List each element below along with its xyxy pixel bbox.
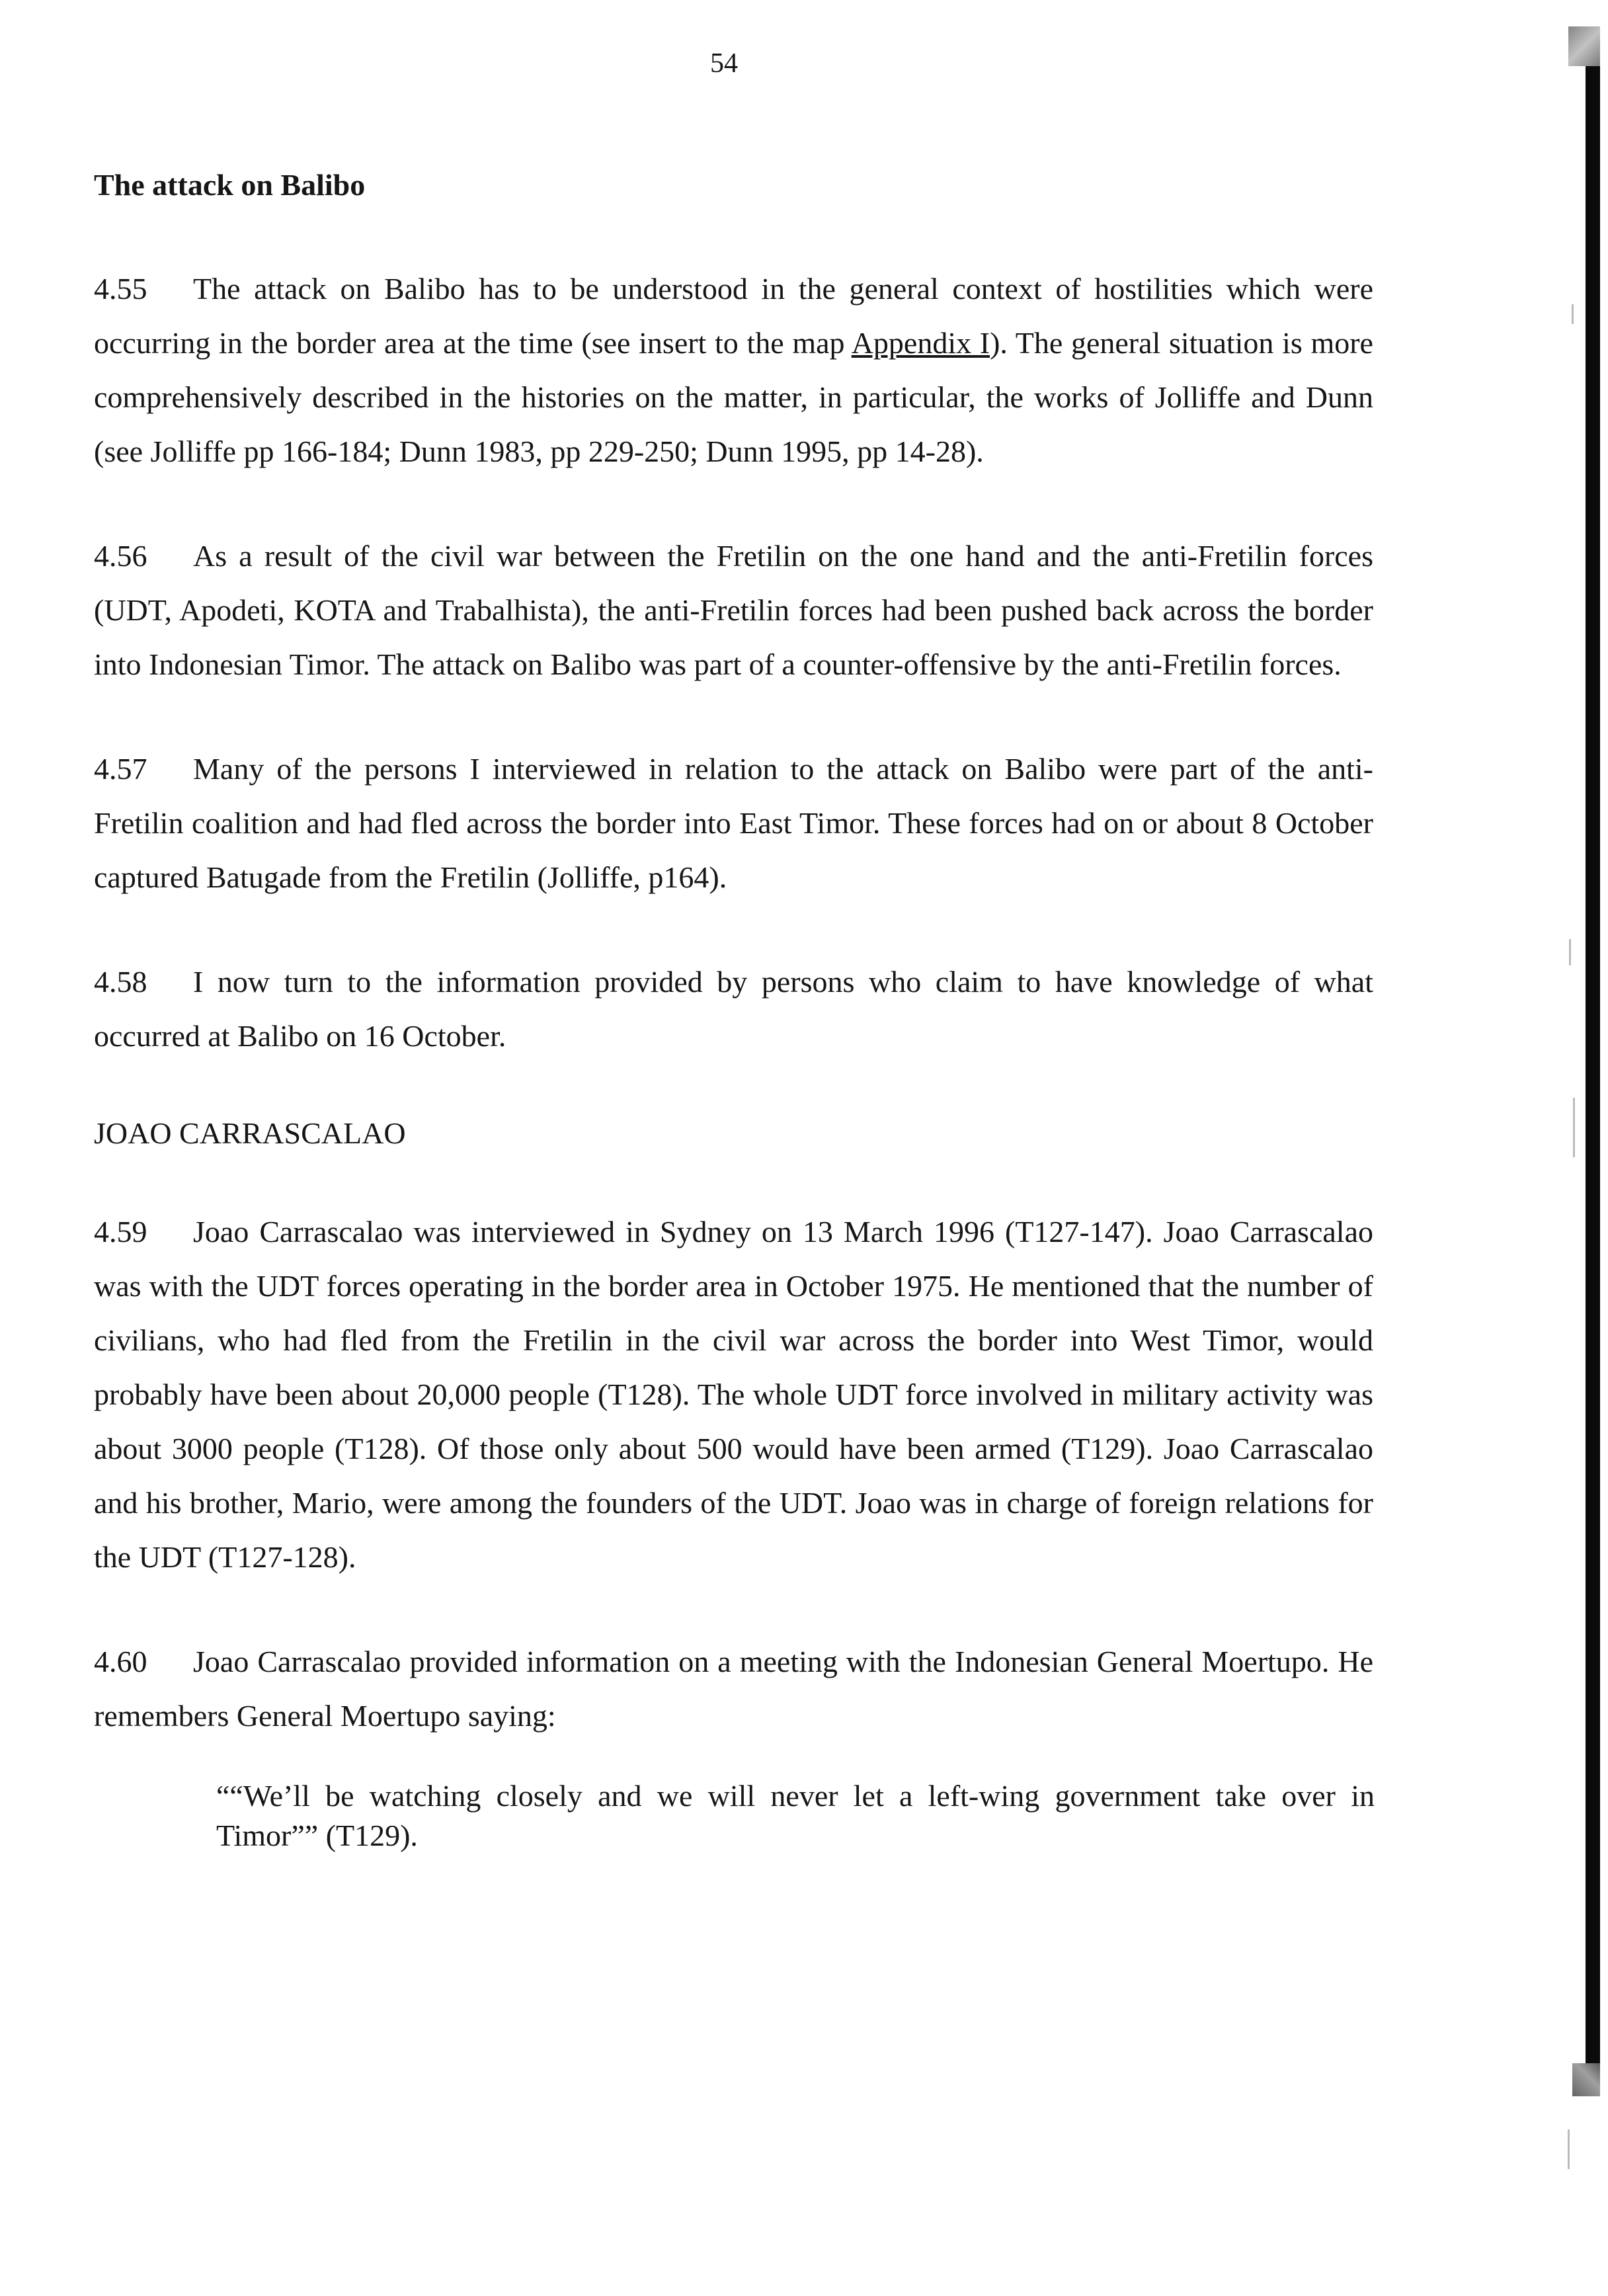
paragraph-text: Many of the persons I interviewed in relation to the attack on Balibo were part of the anti-Fretilin coalition and had fled across the border into East Timor. These forces had on or about 8 October captured Batugade from the Fretilin (Jolliffe, p164).	[94, 751, 1373, 894]
paragraph-text: Joao Carrascalao provided information on a meeting with the Indonesian General Moertupo. He remembers General Moertupo saying:	[94, 1644, 1373, 1733]
scan-edge	[1560, 26, 1600, 2275]
paragraph-4-60	[94, 1635, 1373, 1743]
paragraph-number: 4.59	[94, 1214, 147, 1249]
scan-artifact-top	[1568, 26, 1600, 66]
subsection-heading: JOAO CARRASCALAO	[94, 1116, 406, 1150]
page-number: 54	[710, 48, 738, 79]
paragraph-text: The attack on Balibo has to be understood in the general context of hostilities which were occurring in the border area at the time (see insert to the map	[94, 271, 1373, 360]
paragraph-number: 4.60	[94, 1644, 147, 1678]
scan-speck	[1568, 2129, 1570, 2169]
block-quote: ““We’ll be watching closely and we will never let a left-wing government take over in Timor”” (T129).	[216, 1778, 1375, 1852]
paragraph-text-continued: ). The general situation is more comprehensively described in the histories on the matter, in particular, the works of Jolliffe and Dunn (see Jolliffe pp 166-184; Dunn 1983, pp 229-250; Dunn 1995, pp 14-28).	[94, 325, 1373, 468]
scan-speck	[1569, 939, 1571, 965]
paragraph-4-55	[94, 262, 1373, 479]
paragraph-number: 4.57	[94, 751, 147, 786]
scan-speck	[1572, 304, 1574, 324]
paragraph-4-58	[94, 955, 1373, 1063]
scan-edge-shadow	[1586, 66, 1600, 2063]
paragraph-text: As a result of the civil war between the Fretilin on the one hand and the anti-Fretilin forces (UDT, Apodeti, KOTA and Trabalhista), the anti-Fretilin forces had been pushed back across the border into Indonesian Timor. The attack on Balibo was part of a counter-offensive by the anti-Fretilin forces.	[94, 538, 1373, 681]
paragraph-number: 4.58	[94, 964, 147, 999]
section-title: The attack on Balibo	[94, 168, 366, 202]
paragraph-number: 4.56	[94, 538, 147, 573]
paragraph-text: Joao Carrascalao was interviewed in Sydney on 13 March 1996 (T127-147). Joao Carrascalao was with the UDT forces operating in the border area in October 1975. He mentioned that the number of civilians, who had fled from the Fretilin in the civil war across the border into West Timor, would probably have been about 20,000 people (T128). The whole UDT force involved in military activity was about 3000 people (T128). Of those only about 500 would have been armed (T129). Joao Carrascalao and his brother, Mario, were among the founders of the UDT. Joao was in charge of foreign relations for the UDT (T127-128).	[94, 1214, 1373, 1574]
document-body	[94, 165, 1373, 1856]
paragraph-4-59	[94, 1205, 1373, 1584]
paragraph-4-57	[94, 742, 1373, 905]
scan-artifact-bottom	[1572, 2063, 1600, 2096]
paragraph-text: I now turn to the information provided by persons who claim to have knowledge of what occurred at Balibo on 16 October.	[94, 964, 1373, 1053]
scan-speck	[1573, 1098, 1575, 1157]
paragraph-number: 4.55	[94, 271, 147, 306]
appendix-link[interactable]: Appendix I	[851, 325, 990, 360]
paragraph-4-56	[94, 529, 1373, 692]
